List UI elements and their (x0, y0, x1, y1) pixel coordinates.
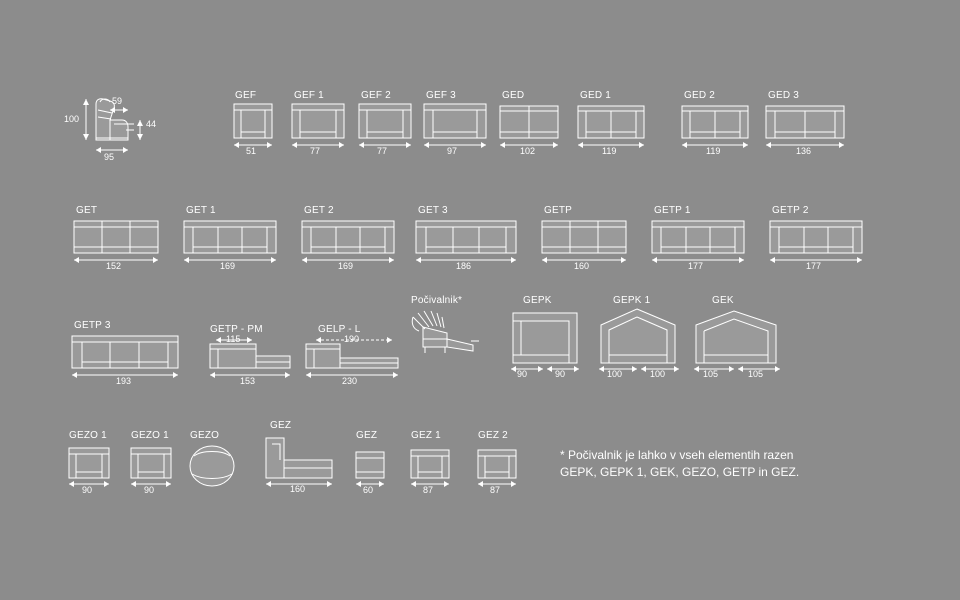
module-width: 90 (82, 485, 93, 495)
module-width: 177 (806, 261, 822, 271)
module-extra-width: 115 (226, 334, 241, 344)
scale-reference-module (64, 90, 230, 162)
module-width: 90 (144, 485, 155, 495)
module-code: GEZO (190, 430, 220, 441)
module-gezo-1-b (125, 430, 181, 495)
module-ged-2 (678, 90, 756, 156)
module-width: 230 (342, 376, 358, 386)
module-gef-2 (355, 90, 421, 156)
module-code: GET 1 (186, 205, 216, 216)
module-width-right: 100 (650, 369, 666, 379)
module-code: GEK (712, 295, 734, 306)
module-gez-2 (472, 430, 528, 495)
module-width: 160 (290, 484, 306, 494)
module-extra-width: 190 (344, 334, 360, 344)
module-code: GELP - L (318, 324, 361, 335)
module-width-right: 105 (748, 369, 764, 379)
module-gelp-l (300, 320, 410, 386)
module-getp-2 (766, 205, 870, 271)
module-code: Počivalnik* (411, 295, 463, 306)
module-width: 169 (220, 261, 236, 271)
module-gez-1 (405, 430, 461, 495)
scale-height-label: 100 (64, 114, 80, 124)
module-code: GED 1 (580, 90, 612, 101)
module-getp (538, 205, 634, 271)
module-ged-1 (574, 90, 652, 156)
module-width: 193 (116, 376, 132, 386)
module-width-left: 105 (703, 369, 719, 379)
module-getp-1 (648, 205, 752, 271)
module-gezo-1-a (63, 430, 119, 495)
module-width: 169 (338, 261, 354, 271)
scale-depth-label: 95 (104, 152, 115, 162)
module-code: GETP 2 (772, 205, 809, 216)
module-code: GEF (235, 90, 257, 101)
module-width: 136 (796, 146, 812, 156)
module-code: GETP 3 (74, 320, 111, 331)
module-gez-daybed (258, 420, 342, 494)
module-code: GETP - PM (210, 324, 263, 335)
module-width-right: 90 (555, 369, 566, 379)
module-code: GET 3 (418, 205, 448, 216)
module-gez-small (350, 430, 396, 495)
module-getp-3 (68, 320, 186, 386)
module-code: GEPK (523, 295, 552, 306)
module-gef-3 (420, 90, 496, 156)
module-gepk (505, 295, 595, 383)
module-get-3 (412, 205, 524, 271)
module-code: GEF 3 (426, 90, 456, 101)
module-width: 77 (377, 146, 388, 156)
module-code: GED 3 (768, 90, 800, 101)
module-width: 160 (574, 261, 590, 271)
module-code: GETP 1 (654, 205, 691, 216)
footnote-line-2: GEPK, GEPK 1, GEK, GEZO, GETP in GEZ. (560, 465, 800, 479)
module-ged-3 (762, 90, 852, 156)
module-width: 87 (490, 485, 501, 495)
module-get (70, 205, 166, 271)
module-gepk-1 (595, 295, 693, 383)
footnote-line-1: * Počivalnik je lahko v vseh elementih razen (560, 448, 794, 462)
module-width: 77 (310, 146, 321, 156)
module-code: GEZ 2 (478, 430, 508, 441)
module-gezo-round (184, 430, 244, 490)
module-width: 119 (602, 146, 617, 156)
module-code: GET (76, 205, 98, 216)
module-code: GED 2 (684, 90, 716, 101)
module-code: GEPK 1 (613, 295, 651, 306)
module-code: GEZ (356, 430, 378, 441)
module-gef (228, 90, 284, 156)
module-get-2 (298, 205, 402, 271)
module-width: 177 (688, 261, 704, 271)
module-code: GEZ (270, 420, 292, 431)
module-width: 87 (423, 485, 434, 495)
module-code: GED (502, 90, 525, 101)
module-code: GEF 1 (294, 90, 324, 101)
module-code: GEZ 1 (411, 430, 441, 441)
module-get-1 (180, 205, 284, 271)
module-width: 153 (240, 376, 256, 386)
module-gef-1 (288, 90, 354, 156)
module-width: 102 (520, 146, 536, 156)
module-width: 152 (106, 261, 122, 271)
module-width: 51 (246, 146, 257, 156)
module-width-left: 100 (607, 369, 623, 379)
module-ged (496, 90, 568, 156)
module-code: GETP (544, 205, 573, 216)
module-code: GEZO 1 (69, 430, 107, 441)
module-width: 60 (363, 485, 374, 495)
module-getp-pm (204, 320, 300, 386)
scale-seat-label: 44 (146, 119, 157, 129)
module-code: GET 2 (304, 205, 334, 216)
module-width-left: 90 (517, 369, 528, 379)
module-code: GEF 2 (361, 90, 391, 101)
scale-back-label: 59 (112, 96, 123, 106)
module-pocivalnik (405, 295, 485, 365)
module-code: GEZO 1 (131, 430, 169, 441)
module-width: 119 (706, 146, 721, 156)
module-width: 186 (456, 261, 472, 271)
module-width: 97 (447, 146, 458, 156)
module-gek (690, 295, 796, 383)
